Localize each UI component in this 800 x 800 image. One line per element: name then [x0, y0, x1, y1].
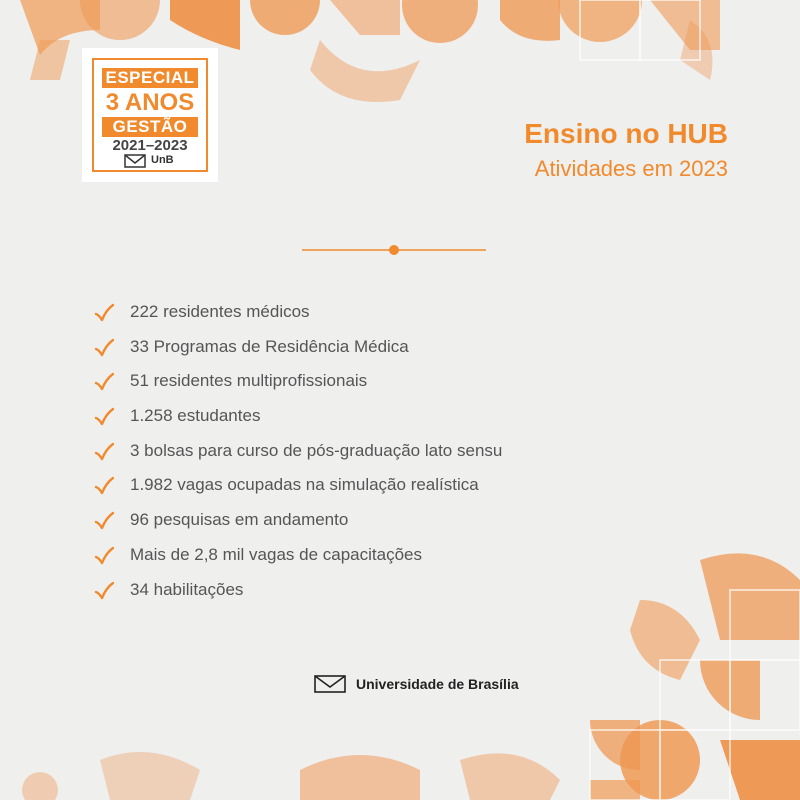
- unb-logo-icon: [314, 675, 346, 693]
- list-item-text: 1.258 estudantes: [130, 406, 261, 426]
- list-item: [94, 300, 614, 335]
- check-icon: [94, 546, 114, 566]
- badge-unb-logo: [124, 153, 180, 167]
- divider: [302, 243, 486, 257]
- footer-text: Universidade de Brasília: [356, 676, 519, 692]
- unb-logo-icon: [124, 154, 146, 168]
- list-item: [94, 369, 614, 404]
- check-icon: [94, 338, 114, 358]
- check-icon: [94, 511, 114, 531]
- badge-gestao: GESTÃO: [102, 117, 198, 137]
- list-item-text: Mais de 2,8 mil vagas de capacitações: [130, 544, 422, 564]
- check-icon: [94, 372, 114, 392]
- list-item: [94, 335, 614, 370]
- special-badge: [82, 48, 218, 182]
- list-item-text: 33 Programas de Residência Médica: [130, 336, 409, 356]
- page-subtitle: Atividades em 2023: [534, 156, 728, 181]
- check-icon: [94, 407, 114, 427]
- check-icon: [94, 476, 114, 496]
- badge-years: 2021–2023: [112, 137, 188, 154]
- check-icon: [94, 303, 114, 323]
- list-item: [94, 508, 614, 543]
- list-item: [94, 473, 614, 508]
- list-item-text: 222 residentes médicos: [130, 302, 310, 321]
- activities-list: [94, 300, 614, 612]
- page-title: Ensino no HUB: [524, 118, 728, 149]
- list-item-text: 3 bolsas para curso de pós-graduação lato sensu: [130, 440, 503, 460]
- list-item: [94, 578, 614, 613]
- badge-frame: [92, 58, 208, 172]
- list-item: [94, 543, 614, 578]
- check-icon: [94, 581, 114, 601]
- list-item-text: 1.982 vagas ocupadas na simulação realística: [130, 475, 479, 495]
- list-item-text: 34 habilitações: [130, 579, 244, 599]
- list-item: [94, 404, 614, 439]
- list-item: [94, 439, 614, 474]
- list-item-text: 51 residentes multiprofissionais: [130, 371, 368, 391]
- list-item-text: 96 pesquisas em andamento: [130, 510, 349, 530]
- badge-3-anos: 3 ANOS: [105, 89, 195, 116]
- badge-logo-text: UnB: [151, 154, 174, 166]
- check-icon: [94, 442, 114, 462]
- badge-especial: ESPECIAL: [102, 68, 198, 88]
